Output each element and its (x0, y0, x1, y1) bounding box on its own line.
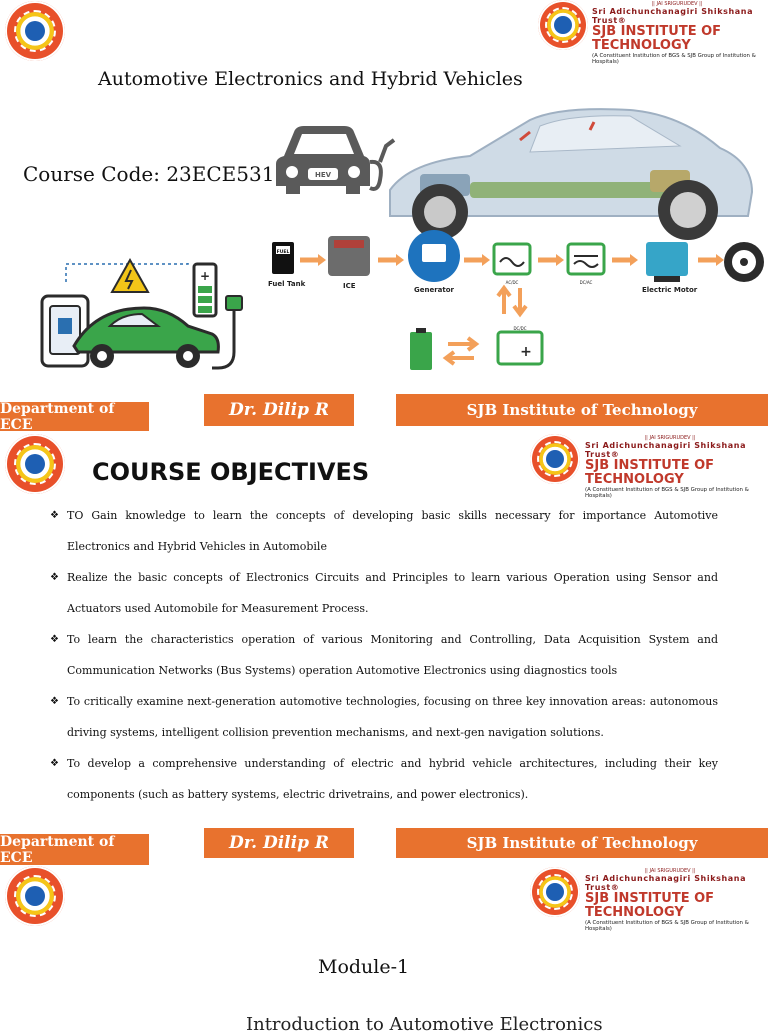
institute-header (592, 1, 768, 65)
footer-author: Dr. Dilip R (204, 828, 354, 858)
fuel-tank-label: Fuel Tank (268, 280, 306, 288)
svg-text:+: + (199, 269, 211, 283)
footer-institute: SJB Institute of Technology (396, 828, 768, 858)
module-subtitle: Introduction to Automotive Electronics (246, 1014, 603, 1035)
svg-text:FUEL: FUEL (276, 250, 290, 255)
constituent-note: (A Constituent Institution of BGS & SJB Group of Institution & Hospitals) (592, 53, 756, 65)
institute-seal-logo (538, 0, 588, 50)
list-item: ❖ To learn the characteristics operation of various Monitoring and Controlling, Data Acquisition System and Communication Networks (Bus Systems) operation Automotive Electronics using diagnostics tools (50, 633, 718, 677)
module-title: Module-1 (318, 956, 410, 978)
tagline: || JAI SRIGURUDEV || (651, 1, 703, 7)
hev-badge: HEV (314, 171, 332, 179)
svg-text:DC/DC: DC/DC (513, 326, 527, 331)
footer-department: Department of ECE (0, 402, 149, 431)
institute-header: || JAI SRIGURUDEV || Sri Adichunchanagiri Shikshana Trust® SJB INSTITUTE OF TECHNOLOGY (A Constituent Institution of BGS & SJB Group of Institution & Hospitals) (585, 435, 749, 499)
ev-charging-icon (38, 256, 246, 382)
footer-author: Dr. Dilip R (204, 394, 354, 426)
hybrid-car-illustration (380, 100, 760, 250)
list-item: ❖ Realize the basic concepts of Electronics Circuits and Principles to learn various Operation using Sensor and Actuators used Automobile for Measurement Process. (50, 571, 718, 615)
electric-motor-label: Electric Motor (642, 286, 698, 294)
electric-motor-icon (646, 242, 688, 276)
objectives-slide (0, 432, 768, 866)
svg-text:+: + (520, 344, 532, 360)
acdc-converter-icon (494, 244, 530, 274)
college-seal-logo (5, 866, 65, 926)
svg-text:DC/AC: DC/AC (579, 280, 593, 285)
institute-header: || JAI SRIGURUDEV || Sri Adichunchanagiri Shikshana Trust® SJB INSTITUTE OF TECHNOLOGY (A Constituent Institution of BGS & SJB Group of Institution & Hospitals) (585, 868, 749, 932)
list-item: ❖ To develop a comprehensive understanding of electric and hybrid vehicle architectures, including their key components (such as battery systems, electric drivetrains, and power electronics). (50, 757, 718, 801)
footer-department: Department of ECE (0, 834, 149, 865)
ice-label: ICE (343, 282, 356, 290)
powertrain-flow-diagram (268, 232, 768, 382)
college-seal-logo (5, 434, 65, 494)
battery-icon (410, 332, 432, 370)
generator-label: Generator (413, 286, 455, 294)
college-seal-logo (5, 1, 65, 61)
module-slide (0, 866, 768, 1035)
objectives-heading: COURSE OBJECTIVES (92, 458, 370, 486)
objectives-list (50, 500, 718, 810)
course-code: Course Code: 23ECE531 (23, 162, 275, 186)
institute-seal-logo (530, 434, 580, 484)
list-item: ❖ To critically examine next-generation automotive technologies, focusing on three key innovation areas: autonomous driving systems, intelligent collision prevention mechanisms, and next-gen navigation solutions. (50, 695, 718, 739)
dcac-converter-icon (568, 244, 604, 274)
institute-seal-logo (530, 867, 580, 917)
svg-text:AC/DC: AC/DC (505, 280, 519, 285)
title-slide (0, 0, 768, 432)
list-item: ❖ TO Gain knowledge to learn the concepts of developing basic skills necessary for importance Automotive Electronics and Hybrid Vehicles in Automobile (50, 509, 718, 553)
footer-institute: SJB Institute of Technology (396, 394, 768, 426)
trust-name: Sri Adichunchanagiri Shikshana Trust® (592, 7, 754, 25)
course-title: Automotive Electronics and Hybrid Vehicles (98, 68, 523, 90)
institute-name: SJB INSTITUTE OF TECHNOLOGY (592, 24, 722, 53)
